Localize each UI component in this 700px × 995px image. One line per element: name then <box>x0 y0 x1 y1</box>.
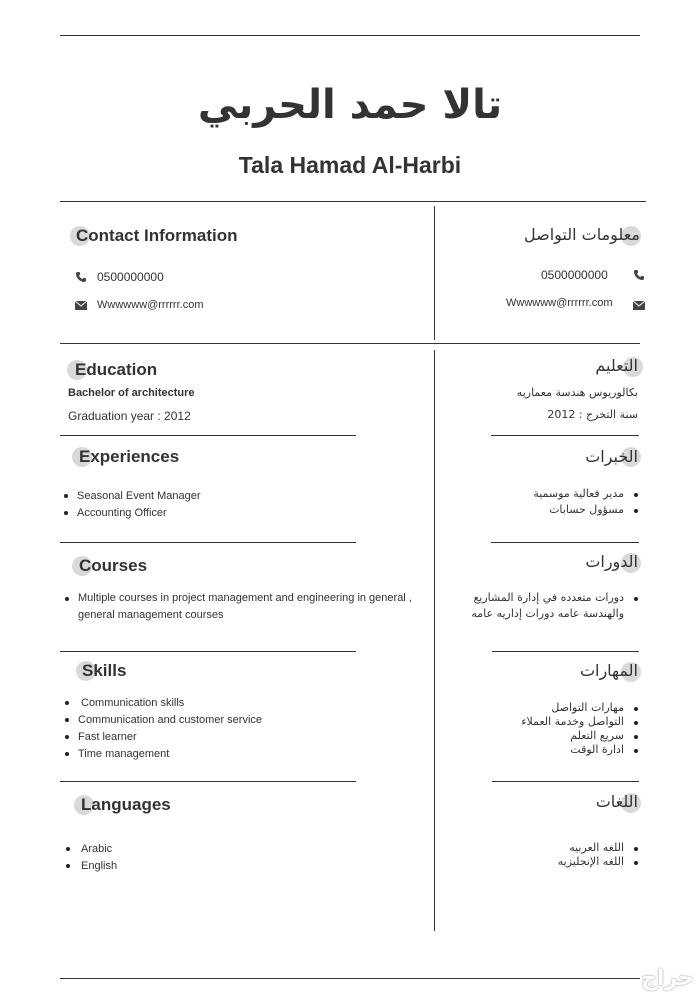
bullet <box>65 752 69 756</box>
bullet <box>66 847 70 851</box>
education-heading-ar: التعليم <box>595 356 638 375</box>
bullet <box>65 735 69 739</box>
email-ar: Wwwwww@rrrrrr.com <box>506 297 613 309</box>
section-rule <box>60 542 356 543</box>
contact-heading-en: Contact Information <box>76 226 238 245</box>
email-icon <box>633 301 645 310</box>
language-item-en: English <box>81 860 118 872</box>
languages-heading-ar: اللغات <box>595 792 638 811</box>
skill-item-en: Time management <box>78 748 170 760</box>
courses-heading-ar: الدورات <box>585 552 638 571</box>
bottom-rule <box>60 978 640 979</box>
language-item-ar: اللغه الإنجليزيه <box>557 855 624 868</box>
bullet <box>634 509 638 513</box>
watermark-logo: حراج <box>641 966 694 991</box>
section-rule <box>60 435 356 436</box>
bullet <box>65 701 69 705</box>
bullet <box>634 707 638 711</box>
experience-item-ar: مدير فعالية موسمية <box>533 487 624 500</box>
section-rule <box>492 781 639 782</box>
courses-line-en: general management courses <box>78 609 224 621</box>
languages-heading-en: Languages <box>81 795 171 814</box>
bullet <box>634 847 638 851</box>
section-rule <box>60 781 356 782</box>
bullet <box>64 494 68 498</box>
language-item-ar: اللغه العربيه <box>569 841 624 854</box>
courses-line-ar: دورات متعدده في إدارة المشاريع <box>473 591 624 604</box>
bullet <box>634 861 638 865</box>
bullet <box>64 511 68 515</box>
phone-icon <box>633 269 645 281</box>
contact-bottom-rule <box>60 343 640 344</box>
skill-item-ar: سريع التعلم <box>570 729 624 742</box>
graduation-ar: سنة التخرج : 2012 <box>547 408 638 421</box>
courses-line-ar: والهندسة عامه دورات إداريه عامه <box>471 607 624 620</box>
bullet <box>634 735 638 739</box>
education-heading-en: Education <box>75 360 158 379</box>
column-divider <box>434 350 435 931</box>
degree-ar: بكالوريوس هندسة معماريه <box>516 386 638 399</box>
skill-item-ar: التواصل وخدمة العملاء <box>521 715 624 728</box>
skills-heading-en: Skills <box>82 661 127 680</box>
bullet <box>634 493 638 497</box>
contact-top-rule <box>60 201 646 202</box>
top-rule <box>60 35 640 36</box>
experiences-heading-ar: الخبرات <box>585 447 638 466</box>
section-rule <box>60 651 356 652</box>
experience-item-en: Accounting Officer <box>77 507 167 519</box>
skill-item-en: Communication and customer service <box>78 714 263 726</box>
courses-line-en: Multiple courses in project management and engineering in general , <box>78 592 412 604</box>
experience-item-ar: مسؤول حسابات <box>549 503 624 516</box>
bullet <box>634 749 638 753</box>
skill-item-ar: مهارات التواصل <box>551 701 624 714</box>
phone-icon <box>75 271 87 283</box>
phone-en: 0500000000 <box>97 270 164 284</box>
bullet <box>65 718 69 722</box>
phone-ar: 0500000000 <box>541 268 608 282</box>
experiences-heading-en: Experiences <box>79 447 180 466</box>
bullet <box>66 864 70 868</box>
courses-heading-en: Courses <box>79 556 148 575</box>
graduation-en: Graduation year : 2012 <box>68 409 191 423</box>
name-arabic: تالا حمد الحربي <box>197 82 503 128</box>
degree-en: Bachelor of architecture <box>68 387 195 399</box>
section-rule <box>492 651 639 652</box>
section-rule <box>491 542 639 543</box>
bullet <box>634 597 638 601</box>
experience-item-en: Seasonal Event Manager <box>77 490 201 502</box>
bullet <box>634 721 638 725</box>
section-rule <box>491 435 639 436</box>
email-en: Wwwwww@rrrrrr.com <box>97 299 204 311</box>
contact-heading-ar: معلومات التواصل <box>523 225 640 244</box>
skill-item-en: Fast learner <box>78 731 137 743</box>
name-english: Tala Hamad Al-Harbi <box>238 152 462 178</box>
contact-divider <box>434 206 435 340</box>
skills-heading-ar: المهارات <box>579 661 638 680</box>
skill-item-ar: ادارة الوقت <box>570 743 624 756</box>
language-item-en: Arabic <box>81 843 113 855</box>
email-icon <box>75 301 87 310</box>
bullet <box>65 597 69 601</box>
skill-item-en: Communication skills <box>81 697 185 709</box>
